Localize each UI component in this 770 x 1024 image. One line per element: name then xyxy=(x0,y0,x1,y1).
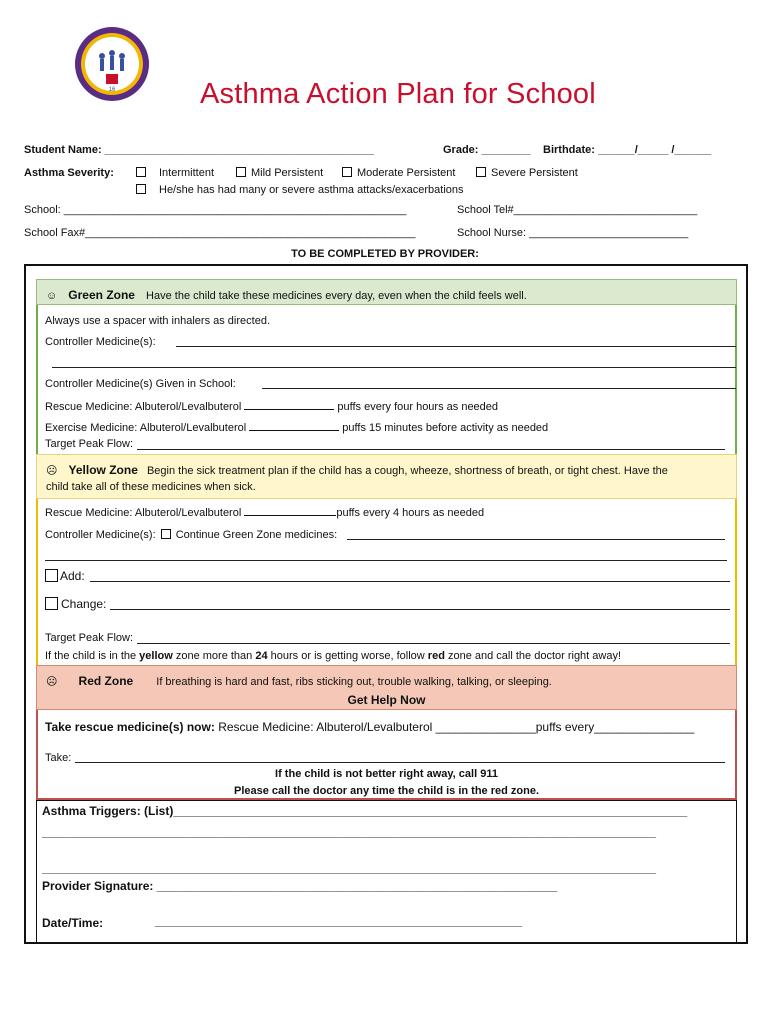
add-row: Add: xyxy=(45,569,85,583)
yellow-zone-instruction-1: Begin the sick treatment plan if the child has a cough, wheeze, shortness of breath, or tight chest. Have the xyxy=(146,465,668,477)
triggers-line-2[interactable]: ____________________________________________________________________________________________ xyxy=(42,825,656,839)
provider-heading: TO BE COMPLETED BY PROVIDER: xyxy=(291,248,479,260)
get-help-now: Get Help Now xyxy=(347,693,426,707)
controller-school-label: Controller Medicine(s) Given in School: xyxy=(45,378,236,390)
take-line[interactable] xyxy=(75,762,725,763)
checkbox-icon[interactable] xyxy=(342,167,352,177)
controller-medicine-label: Controller Medicine(s): xyxy=(45,336,156,348)
green-zone-instruction: Have the child take these medicines every day, even when the child feels well. xyxy=(146,290,527,302)
school-fax-field[interactable]: School Fax#______________________________________________________ xyxy=(24,227,416,239)
spacer-note: Always use a spacer with inhalers as directed. xyxy=(45,315,270,327)
continue-green-checkbox-icon[interactable] xyxy=(161,529,171,539)
birthdate-field[interactable]: Birthdate: ______/_____ /______ xyxy=(543,144,712,156)
checkbox-icon[interactable] xyxy=(476,167,486,177)
severity-option-intermittent[interactable]: Intermittent xyxy=(136,167,214,179)
yellow-peak-flow-label: Target Peak Flow: xyxy=(45,632,134,644)
yellow-zone-instruction-2: child take all of these medicines when sick. xyxy=(46,481,256,493)
provider-signature-field[interactable]: Provider Signature: ____________________________________________________________ xyxy=(42,879,558,893)
triggers-line-3[interactable]: ____________________________________________________________________________________________ xyxy=(42,861,656,875)
school-nurse-field[interactable]: School Nurse: __________________________ xyxy=(457,227,689,239)
checkbox-icon[interactable] xyxy=(136,184,146,194)
take-rescue-row: Take rescue medicine(s) now: Rescue Medicine: Albuterol/Levalbuterol _______________puffs every_______________ xyxy=(45,720,695,734)
frowning-face-icon: ☹ xyxy=(46,676,58,688)
change-row: Change: xyxy=(45,597,106,611)
green-rescue-puffs-field[interactable] xyxy=(244,400,334,410)
red-zone-instruction: If breathing is hard and fast, ribs sticking out, trouble walking, talking, or sleeping. xyxy=(156,676,552,688)
yellow-blank-line[interactable] xyxy=(45,560,727,561)
green-zone-heading xyxy=(46,288,527,302)
change-checkbox-icon[interactable] xyxy=(45,597,58,610)
svg-text:16: 16 xyxy=(108,87,116,93)
asthma-severity-label: Asthma Severity: xyxy=(24,167,114,179)
controller-medicine-line[interactable] xyxy=(176,346,736,347)
checkbox-icon[interactable] xyxy=(236,167,246,177)
yellow-peak-flow-line[interactable] xyxy=(137,643,730,644)
exercise-puffs-field[interactable] xyxy=(249,421,339,431)
green-zone-title: Green Zone xyxy=(68,288,135,302)
asthma-triggers-field[interactable]: Asthma Triggers: (List)_____________________________________________________________________________ xyxy=(42,804,688,818)
yellow-zone-title: Yellow Zone xyxy=(68,463,138,477)
yellow-rescue-medicine: Rescue Medicine: Albuterol/Levalbuterol puffs every 4 hours as needed xyxy=(45,507,485,519)
red-zone-title: Red Zone xyxy=(78,674,134,688)
severity-option-severe-attacks[interactable]: He/she has had many or severe asthma attacks/exacerbations xyxy=(136,184,464,196)
school-tel-field[interactable]: School Tel#______________________________ xyxy=(457,204,698,216)
green-rescue-medicine: Rescue Medicine: Albuterol/Levalbuterol puffs every four hours as needed xyxy=(45,401,499,413)
smiley-face-icon: ☺ xyxy=(46,290,58,302)
call-doctor-note: Please call the doctor any time the child is in the red zone. xyxy=(233,785,540,797)
add-checkbox-icon[interactable] xyxy=(45,569,58,582)
date-time-field[interactable]: _______________________________________________________ xyxy=(155,914,523,928)
yellow-rescue-puffs-field[interactable] xyxy=(244,506,336,516)
yellow-zone-body xyxy=(36,499,737,665)
change-line[interactable] xyxy=(110,609,730,610)
date-time-label: Date/Time: xyxy=(42,916,104,930)
green-peak-flow-line[interactable] xyxy=(137,449,725,450)
controller-school-line[interactable] xyxy=(262,388,736,389)
exercise-medicine: Exercise Medicine: Albuterol/Levalbuterol puffs 15 minutes before activity as needed xyxy=(45,422,549,434)
school-district-seal-logo xyxy=(74,26,150,102)
school-field[interactable]: School: ________________________________________________________ xyxy=(24,204,407,216)
severity-option-mild-persistent[interactable]: Mild Persistent xyxy=(236,167,323,179)
page-title: Asthma Action Plan for School xyxy=(200,78,596,110)
controller-medicine-line-2[interactable] xyxy=(52,367,736,368)
frowning-face-icon: ☹ xyxy=(46,465,58,477)
yellow-zone-heading xyxy=(46,463,668,477)
yellow-controller-row: Controller Medicine(s): Continue Green Zone medicines: xyxy=(45,529,338,541)
grade-field[interactable]: Grade: ________ xyxy=(443,144,531,156)
severity-option-severe-persistent[interactable]: Severe Persistent xyxy=(476,167,578,179)
checkbox-icon[interactable] xyxy=(136,167,146,177)
severity-option-moderate-persistent[interactable]: Moderate Persistent xyxy=(342,167,455,179)
green-peak-flow-label: Target Peak Flow: xyxy=(45,438,134,450)
student-name-field[interactable]: Student Name: ____________________________________________ xyxy=(24,144,374,156)
call-911-note: If the child is not better right away, call 911 xyxy=(275,768,498,780)
red-zone-heading xyxy=(46,674,552,688)
add-line[interactable] xyxy=(90,581,730,582)
take-label: Take: xyxy=(45,752,72,764)
continue-green-line[interactable] xyxy=(347,539,725,540)
yellow-escalation-note: If the child is in the yellow zone more than 24 hours or is getting worse, follow red zone and call the doctor right away! xyxy=(45,650,622,662)
